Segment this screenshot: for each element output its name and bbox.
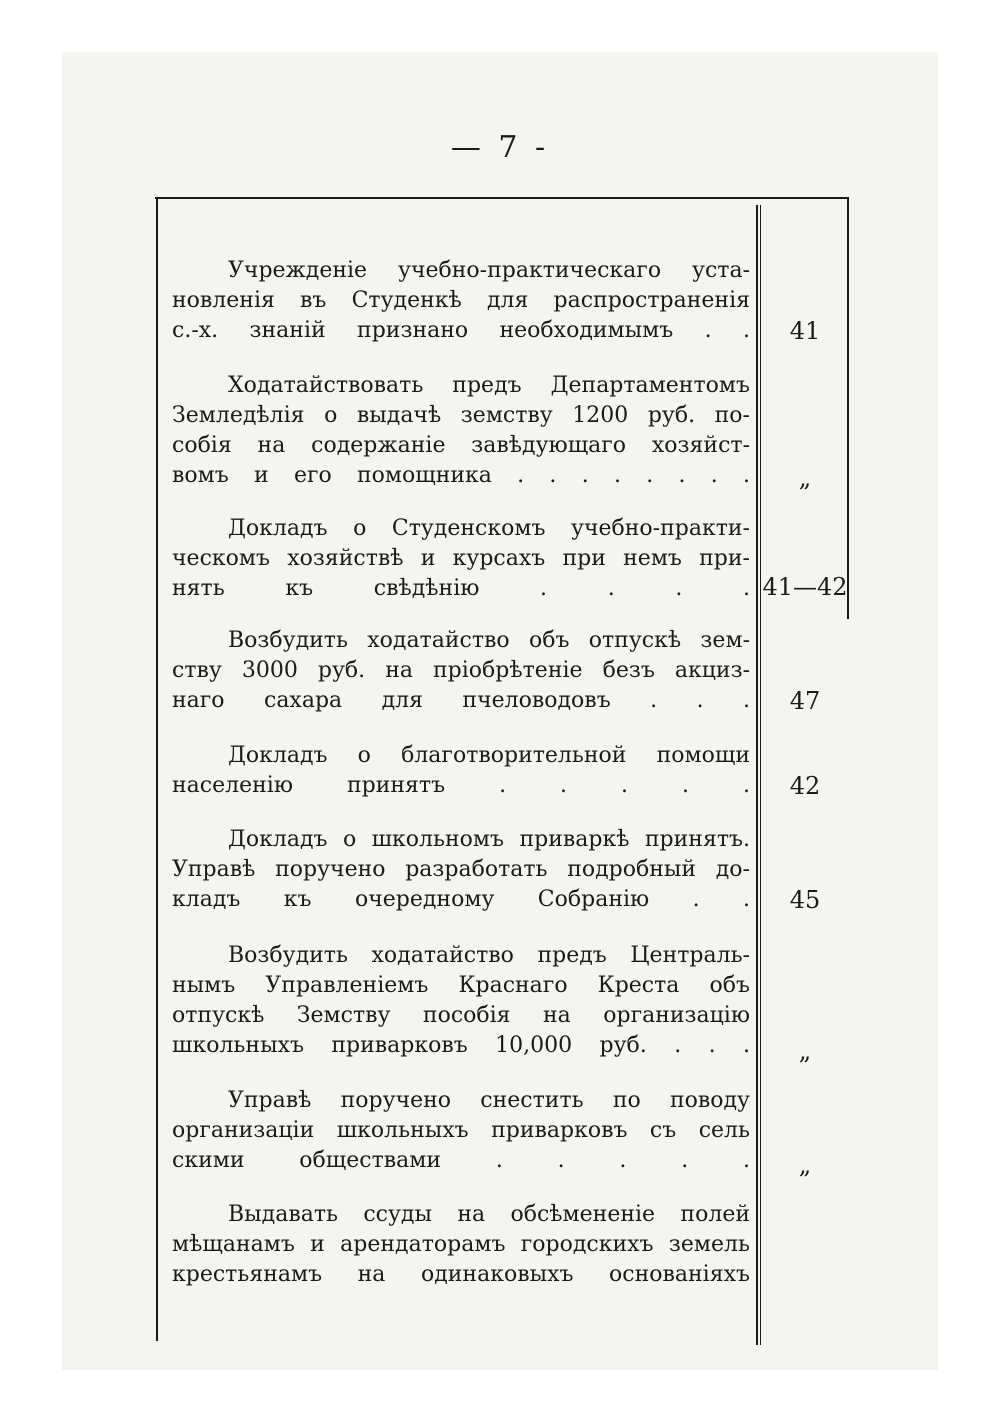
entry-line: Ходатайствовать предъ Департаментомъ: [228, 373, 750, 398]
table-top-rule: [155, 197, 849, 199]
entry-line: ству 3000 руб. на пріобрѣтеніе безъ акциз-: [172, 658, 750, 683]
column-divider-rule: [756, 205, 758, 1345]
entry-line: Выдавать ссуды на обсѣмененіе полей: [228, 1202, 750, 1227]
page-reference: 45: [789, 886, 821, 914]
column-divider-rule-thin: [760, 205, 761, 1345]
page-reference: „: [798, 1037, 812, 1065]
entry-line: Управѣ поручено разработать подробный до-: [172, 857, 750, 882]
page-reference: 41: [789, 317, 821, 345]
resolution-entry: [172, 1086, 750, 1176]
page-number: — 7 -: [450, 130, 550, 165]
page-reference: 41—42: [762, 573, 848, 601]
entry-line: школьныхъ приварковъ 10,000 руб. . . .: [172, 1033, 750, 1058]
resolution-entry: [172, 371, 750, 491]
entry-line: скими обществами . . . . .: [172, 1148, 750, 1173]
resolution-entry: [172, 825, 750, 915]
entry-line: кладъ къ очередному Собранію . .: [172, 887, 750, 912]
resolution-entry: [172, 741, 750, 801]
entry-line: крестьянамъ на одинаковыхъ основаніяхъ: [172, 1262, 750, 1287]
page-reference: 47: [789, 687, 821, 715]
resolution-entry: [172, 626, 750, 716]
entry-line: мѣщанамъ и арендаторамъ городскихъ земель: [172, 1232, 750, 1257]
page-reference: 42: [789, 772, 821, 800]
page-reference: „: [798, 464, 812, 492]
entry-line: Докладъ о Студенскомъ учебно-практи-: [228, 516, 750, 541]
entry-line: с.-х. знаній признано необходимымъ . .: [172, 318, 750, 343]
entry-line: Докладъ о благотворительной помощи: [228, 743, 750, 768]
table-left-rule: [156, 199, 158, 1341]
entry-line: Земледѣлія о выдачѣ земству 1200 руб. по-: [172, 403, 750, 428]
entry-line: Учрежденіе учебно-практическаго уста-: [228, 258, 750, 283]
entry-line: новленія въ Студенкѣ для распространенія: [172, 288, 750, 313]
resolution-entry: [172, 941, 750, 1061]
entry-line: отпускѣ Земству пособія на организацію: [172, 1003, 750, 1028]
resolution-entry: [172, 514, 750, 604]
entry-line: организаціи школьныхъ приварковъ съ сель: [172, 1118, 750, 1143]
entry-line: собія на содержаніе завѣдующаго хозяйст-: [172, 433, 750, 458]
resolution-entry: [172, 1200, 750, 1290]
page-reference: „: [798, 1151, 812, 1179]
entry-line: Докладъ о школьномъ приваркѣ принятъ.: [228, 827, 750, 852]
entry-line: наго сахара для пчеловодовъ . . .: [172, 688, 750, 713]
entry-line: Управѣ поручено снестить по поводу: [228, 1088, 750, 1113]
resolution-entry: [172, 256, 750, 346]
entry-line: Возбудить ходатайство предъ Централь-: [228, 943, 750, 968]
entry-line: Возбудить ходатайство объ отпускѣ зем-: [228, 628, 750, 653]
entry-line: вомъ и его помощника . . . . . . . .: [172, 463, 750, 488]
table-right-rule: [847, 199, 849, 619]
entry-line: нымъ Управленіемъ Краснаго Креста объ: [172, 973, 750, 998]
entry-line: нять къ свѣдѣнію . . . .: [172, 576, 750, 601]
entry-line: ческомъ хозяйствѣ и курсахъ при немъ при-: [172, 546, 750, 571]
entry-line: населенію принятъ . . . . .: [172, 773, 750, 798]
